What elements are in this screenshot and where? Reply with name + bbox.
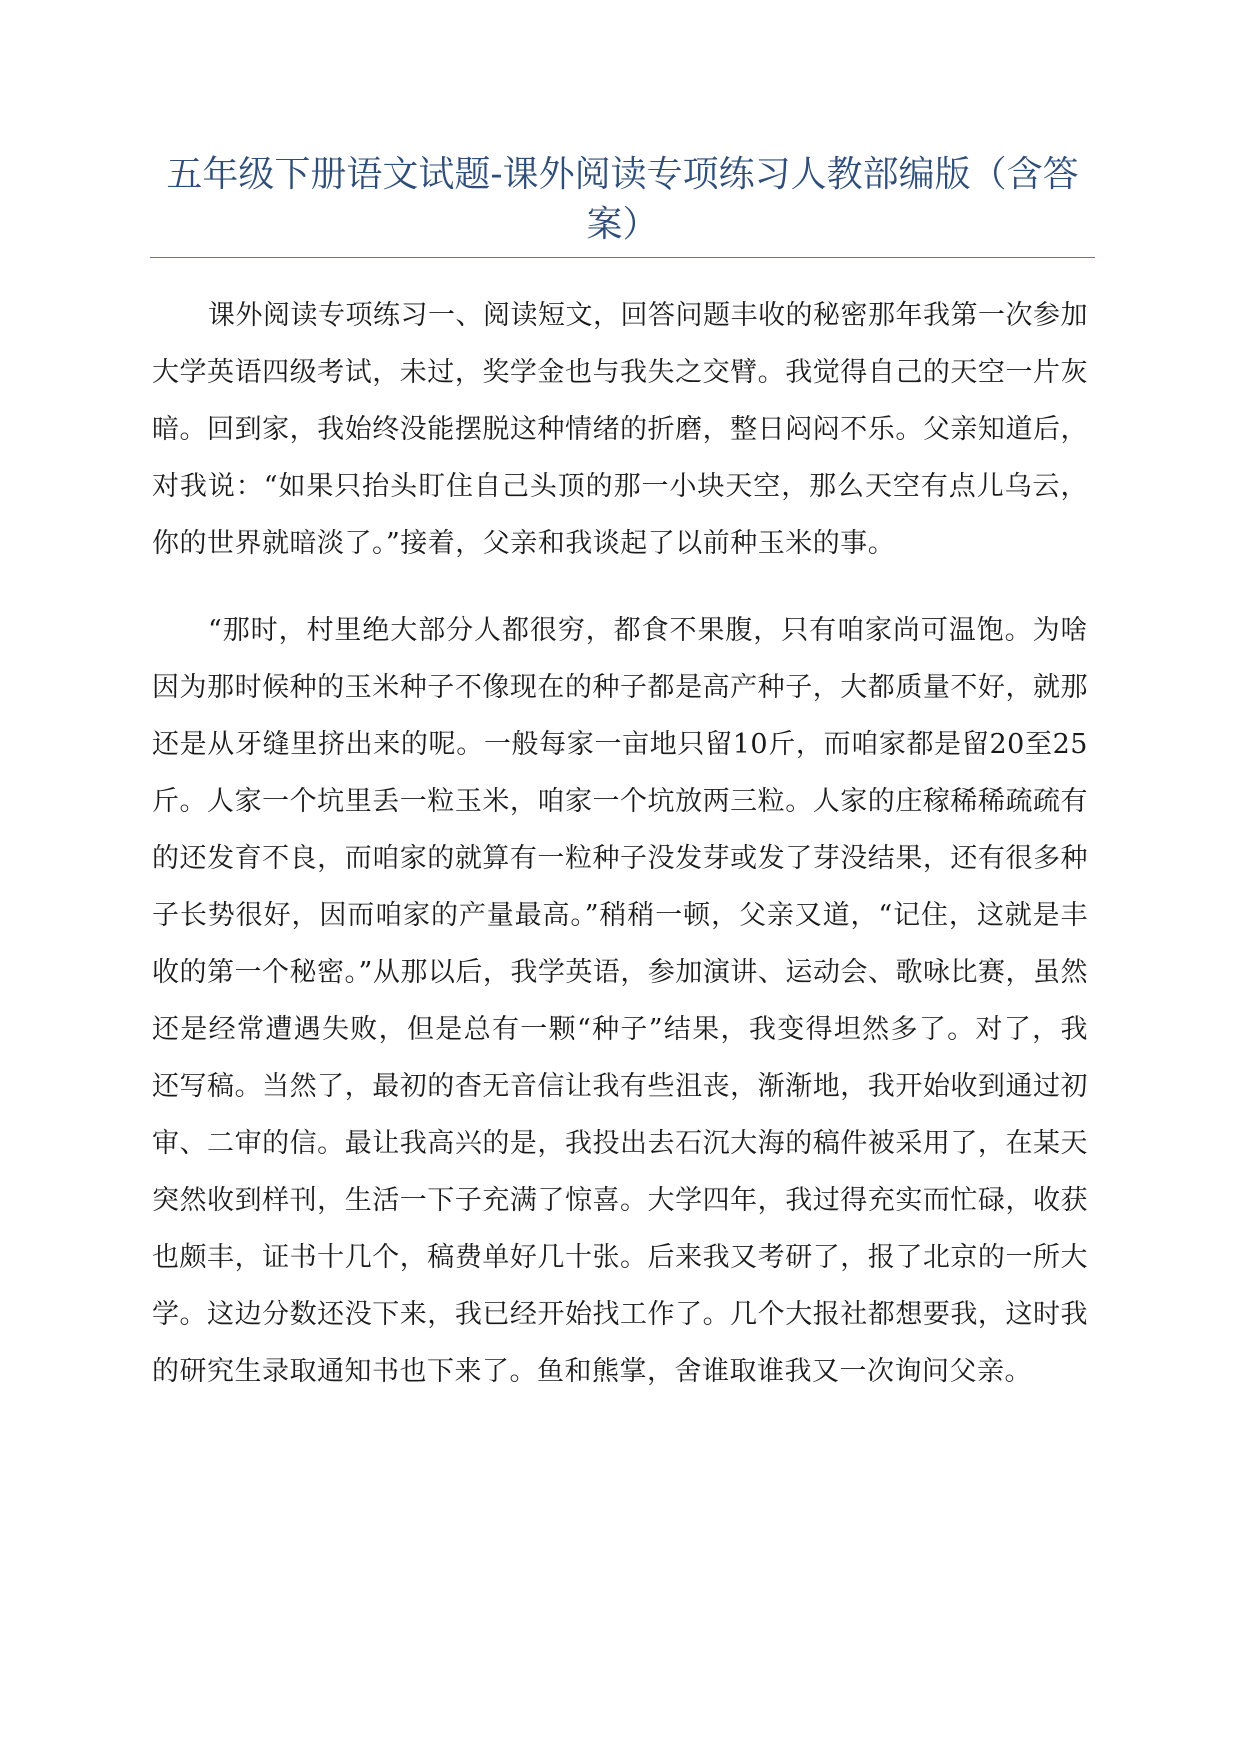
- title-divider: [150, 257, 1095, 258]
- article-body: [152, 287, 1088, 1430]
- page-title: 五年级下册语文试题-课外阅读专项练习人教部编版（含答案）: [166, 154, 1079, 245]
- paragraph-2: “那时，村里绝大部分人都很穷，都食不果腹，只有咱家尚可温饱。为啥因为那时候种的玉米种子不像现在的种子都是高产种子，大都质量不好，就那还是从牙缝里挤出来的呢。一般每家一亩地只留10斤，而咱家都是留20至25斤。人家一个坑里丢一粒玉米，咱家一个坑放两三粒。人家的庄稼稀稀疏疏有的还发育不良，而咱家的就算有一粒种子没发芽或发了芽没结果，还有很多种子长势很好，因而咱家的产量最高。”稍稍一顿，父亲又道，“记住，这就是丰收的第一个秘密。”从那以后，我学英语，参加演讲、运动会、歌咏比赛，虽然还是经常遭遇失败，但是总有一颗“种子”结果，我变得坦然多了。对了，我还写稿。当然了，最初的杳无音信让我有些沮丧，渐渐地，我开始收到通过初审、二审的信。最让我高兴的是，我投出去石沉大海的稿件被采用了，在某天突然收到样刊，生活一下子充满了惊喜。大学四年，我过得充实而忙碌，收获也颇丰，证书十几个，稿费单好几十张。后来我又考研了，报了北京的一所大学。这边分数还没下来，我已经开始找工作了。几个大报社都想要我，这时我的研究生录取通知书也下来了。鱼和熊掌，舍谁取谁我又一次询问父亲。: [152, 615, 1088, 1387]
- title-block: [150, 150, 1095, 250]
- paragraph-1: 课外阅读专项练习一、阅读短文，回答问题丰收的秘密那年我第一次参加大学英语四级考试，未过，奖学金也与我失之交臂。我觉得自己的天空一片灰暗。回到家，我始终没能摆脱这种情绪的折磨，整日闷闷不乐。父亲知道后，对我说：“如果只抬头盯住自己头顶的那一小块天空，那么天空有点儿乌云，你的世界就暗淡了。”接着，父亲和我谈起了以前种玉米的事。: [152, 300, 1088, 559]
